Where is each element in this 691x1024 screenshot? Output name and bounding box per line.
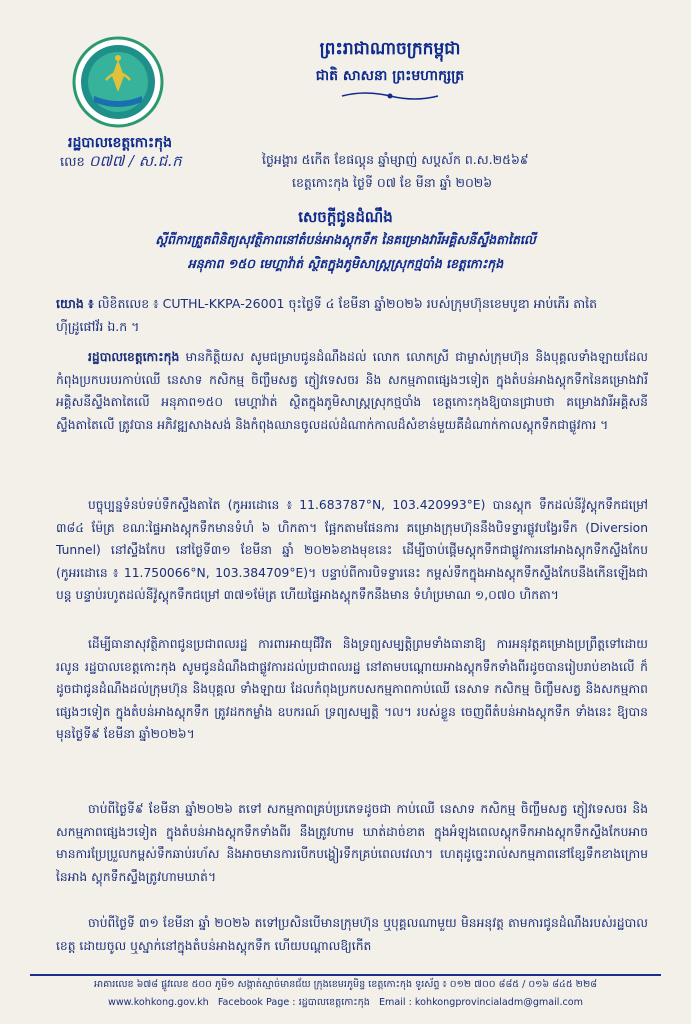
footer-facebook[interactable]: Facebook Page : រដ្ឋបាលខេត្តកោះកុង [217,997,370,1008]
footer-email[interactable]: Email : kohkongprovincialadm@gmail.com [378,997,584,1008]
footer-address: អាគារលេខ ៦៧៨ ផ្លូវលេខ ៥០០ ភូមិ១ សង្កាត់ស្មាច់មានជ័យ ក្រុងខេមរភូមិន្ទ ខេត្តកោះកុង ទូរស័ព្ទ ៖ ០១២ ៧០០ ៨៨៥ / ០១៦ ៨៤៥ ២២៨ [94,979,597,990]
solar-date: ខេត្តកោះកុង ថ្ងៃទី ០៧ ខែ មីនា ឆ្នាំ ២០២៦ [292,175,493,190]
office-name: រដ្ឋបាលខេត្តកោះកុង [68,135,172,151]
ornament-divider-icon [340,90,440,102]
paragraph-1-text: មានកិត្តិយស សូមជម្រាបជូនដំណឹងដល់ លោក លោកស្រី ជាម្ចាស់ក្រុមហ៊ុន និងបុគ្គលទាំងឡាយដែលកំពុងប្រកបរបរកាប់ឈើ នេសាទ កសិកម្ម ចិញ្ចឹមសត្វ ភ្ញៀវទេសចរ និង សកម្មភាពផ្សេងៗទៀត ក្នុងតំបន់អាងស្តុកទឹកនៃគម្រោងវារីអគ្គិសនីស្ទឹងតាតៃលើ អនុភាព១៥០ មេហ្គាវ៉ាត់ ស្ថិតក្នុងភូមិសាស្ត្រស្រុកថ្មបាំង ខេត្តកោះកុងឱ្យបានជ្រាបថា គម្រោងវារីអគ្គិសនីស្ទឹងតាតៃលើ ត្រូវបាន អភិវឌ្ឍសាងសង់ និងកំពុងឈានចូលដល់ដំណាក់កាលដ៏សំខាន់មួយគឺដំណាក់កាលស្តុកទឹកជាផ្លូវការ ។ [56,350,648,432]
body-paragraph-1 [56,346,648,436]
notice-title: សេចក្តីជូនដំណឹង [298,208,393,226]
reference-label: យោង ៖ [56,296,94,311]
seal-icon [72,36,164,128]
body-paragraph-3: ដើម្បីធានាសុវត្ថិភាពជូនប្រជាពលរដ្ឋ ការពារអាយុជីវិត និងទ្រព្យសម្បត្តិព្រមទាំងធានាឱ្យ ការអនុវត្តគម្រោងប្រព្រឹត្តទៅដោយរលូន រដ្ឋបាលខេត្តកោះកុង សូមជូនដំណឹងជាផ្លូវការដល់ប្រជាពលរដ្ឋ នៅតាមបណ្តោយអាងស្តុកទឹកទាំងពីរដូចបានរៀបរាប់ខាងលើ ក៏ដូចជាជូនដំណឹងដល់ក្រុមហ៊ុន និងបុគ្គល ទាំងឡាយ ដែលកំពុងប្រកបសកម្មភាពកាប់ឈើ នេសាទ កសិកម្ម ចិញ្ចឹមសត្វ និងសកម្មភាពផ្សេងៗទៀត ក្នុងតំបន់អាងស្តុកទឹក ត្រូវដកកម្លាំង ឧបករណ៍ ទ្រព្យសម្បត្តិ ។ល។ របស់ខ្លួន ចេញពីតំបន់អាងស្តុកទឹក ទាំងនេះ ឱ្យបានមុនថ្ងៃទី៩ ខែមីនា ឆ្នាំ២០២៦។ [56,637,648,741]
paragraph-1-lead: រដ្ឋបាលខេត្តកោះកុង [88,350,180,364]
notice-subject-line-1: ស្តីពីការត្រួតពិនិត្យសុវត្ថិភាពនៅតំបន់អាងស្តុកទឹក នៃគម្រោងវារីអគ្គិសនីស្ទឹងតាតៃលើ [155,232,536,247]
notice-subject-line-2: អនុភាព ១៥០ មេហ្គាវ៉ាត់ ស្ថិតក្នុងភូមិសាស្ត្រស្រុកថ្មបាំង ខេត្តកោះកុង [187,256,504,271]
lunar-date: ថ្ងៃអង្គារ ៥កើត ខែផល្គុន ឆ្នាំម្សាញ់ សប្តស័ក ព.ស.២៥៦៩ [262,152,529,167]
footer-divider [30,974,661,976]
reference-number-line [60,152,182,174]
body-paragraph-4: ចាប់ពីថ្ងៃទី៩ ខែមីនា ឆ្នាំ២០២៦ តទៅ សកម្មភាពគ្រប់ប្រភេទដូចជា កាប់ឈើ នេសាទ កសិកម្ម ចិញ្ចឹមសត្វ ភ្ញៀវទេសចរ និងសកម្មភាពផ្សេងៗទៀត ក្នុងតំបន់អាងស្តុកទឹកទាំងពីរ នឹងត្រូវហាម ឃាត់ដាច់ខាត ក្នុងអំឡុងពេលស្តុកទឹកអាងស្តុកទឹកស្ទឹងកែបអាចមានការប្រែប្រួលកម្ពស់ទឹកឆាប់រហ័ស និងអាចមានការបើកបង្ហៀរទឹកគ្រប់ពេលវេលា។ ហេតុដូច្នេះរាល់សកម្មភាពនៅខ្សែទឹកខាងក្រោមនៃអាង ស្តុកទឹកស្ទឹងត្រូវហាមឃាត់។ [56,802,648,884]
kingdom-heading: ព្រះរាជាណាចក្រកម្ពុជា [319,39,461,59]
ref-number: ០៧៧ / ស.ជ.ក [88,152,182,170]
ref-label: លេខ [60,155,85,170]
footer-contacts [30,996,661,1010]
reference-text: លិខិតលេខ ៖ CUTHL-KKPA-26001 ចុះថ្ងៃទី ៤ ខែមីនា ឆ្នាំ២០២៦ របស់ក្រុមហ៊ុនខេមបូឌា អាប់ភើរ តាតៃ ហ៊ីដ្រូផៅវ័រ ឯ.ក ។ [56,296,598,334]
body-paragraph-5: ចាប់ពីថ្ងៃទី ៣១ ខែមីនា ឆ្នាំ ២០២៦ តទៅប្រសិនបើមានក្រុមហ៊ុន ឬបុគ្គលណាមួយ មិនអនុវត្ត តាមការជូនដំណឹងរបស់រដ្ឋបាលខេត្ត ដោយចូល ឬស្នាក់នៅក្នុងតំបន់អាងស្តុកទឹក ហើយបណ្តាលឱ្យកើត [56,916,648,953]
national-motto: ជាតិ សាសនា ព្រះមហាក្សត្រ [315,68,465,84]
provincial-seal-logo [72,36,164,128]
body-paragraph-2: បច្ចុប្បន្នទំនប់ទប់ទឹកស្ទឹងតាតៃ (កូអរដោនេ ៖ 11.683787°N, 103.420993°E) បានស្តុក ទឹកដល់នីវ៉ូស្តុកទឹកជម្រៅ ៣៨៤ ម៉ែត្រ ខណៈផ្ទៃអាងស្តុកទឹកមានទំហំ ៦ ហិកតា។ ផ្អែកតាមផែនការ គម្រោងក្រុមហ៊ុននឹងបិទទ្វារផ្លូវបង្វែរទឹក (Diversion Tunnel) នៅស្ទឹងកែប នៅថ្ងៃទី៣១ ខែមីនា ឆ្នាំ ២០២៦ខាងមុខនេះ ដើម្បីចាប់ផ្តើមស្តុកទឹកជាផ្លូវការនៅអាងស្តុកទឹកស្ទឹងកែប (កូអរដោនេ ៖ 11.750066°N, 103.384709°E)។ បន្ទាប់ពីការបិទទ្វារនេះ កម្ពស់ទឹកក្នុងអាងស្តុកទឹកស្ទឹងកែបនឹងកើនឡើងជាបន្ត បន្ទាប់រហូតដល់នីវ៉ូស្តុកទឹកជម្រៅ ៣៧១ម៉ែត្រ ហើយផ្ទៃអាងស្តុកទឹកនឹងមាន ទំហំប្រមាណ ១,០៧០ ហិកតា។ [56,498,648,602]
footer-website-link[interactable]: www.kohkong.gov.kh [107,997,209,1008]
reference-block [56,292,646,338]
